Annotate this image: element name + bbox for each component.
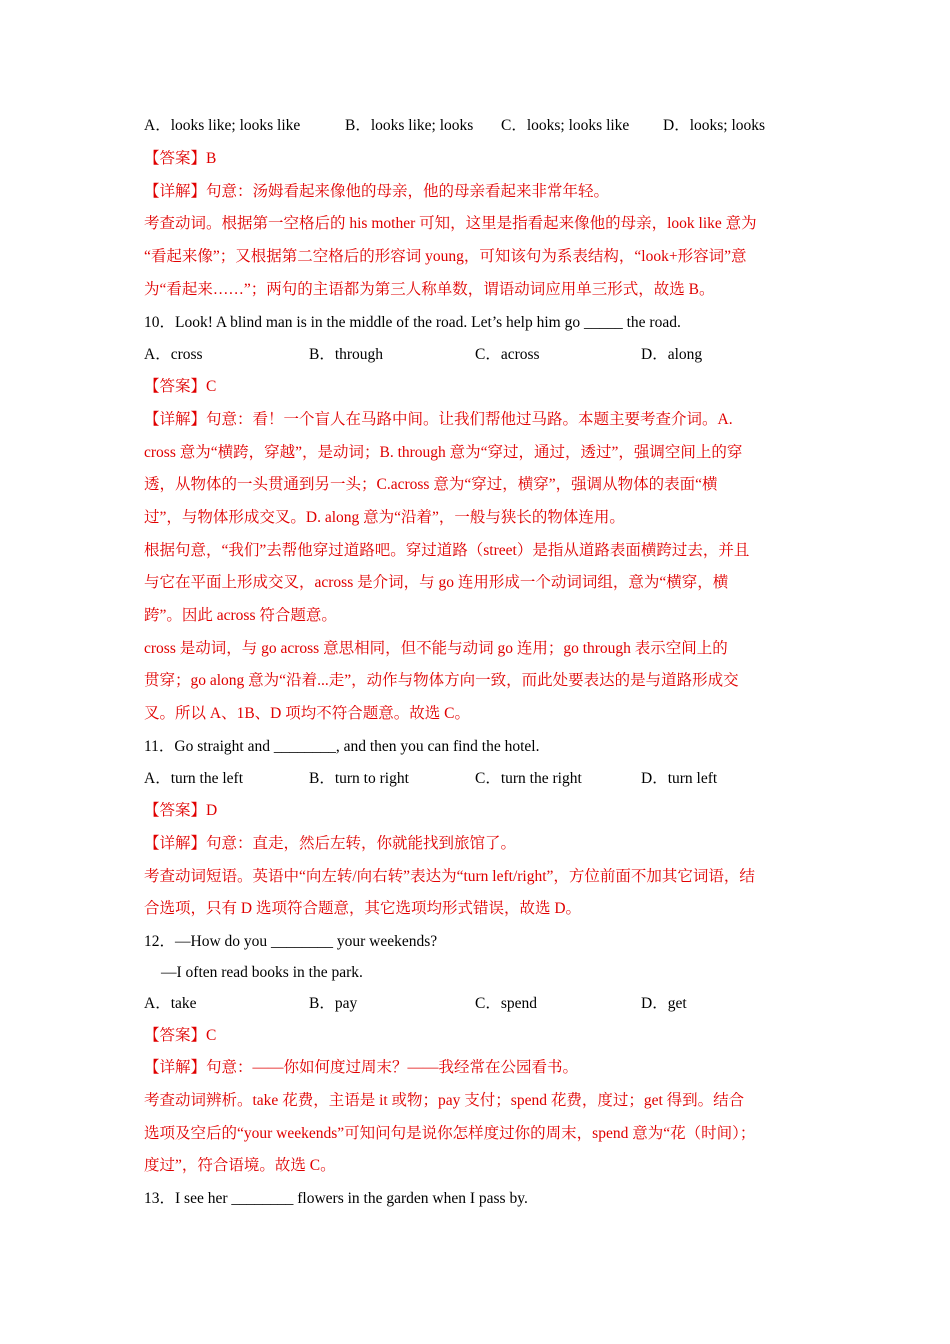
q10-option-d: D．along — [641, 346, 703, 363]
q10-explain-line: 与它在平面上形成交叉，across 是介词，与 go 连用形成一个动词词组，意为“横穿，横 — [144, 574, 729, 591]
q12-explain-line: 考查动词辨析。take 花费，主语是 it 或物；pay 支付；spend 花费，度过；get 得到。结合 — [144, 1092, 745, 1109]
q9-explain-line: 【详解】句意：汤姆看起来像他的母亲，他的母亲看起来非常年轻。 — [144, 183, 610, 200]
q12-option-b: B．pay — [309, 995, 358, 1012]
q9-option-b: B．looks like; looks — [345, 117, 474, 134]
q11-explain-line: 合选项，只有 D 选项符合题意，其它选项均形式错误，故选 D。 — [144, 900, 582, 917]
q9-explain-line: 为“看起来……”；两句的主语都为第三人称单数，谓语动词应用单三形式，故选 B。 — [144, 281, 715, 298]
q12-question: 12．—How do you ________ your weekends? — [144, 933, 438, 950]
q11-explain-line: 考查动词短语。英语中“向左转/向右转”表达为“turn left/right”，方位前面不加其它词语，结 — [144, 868, 755, 885]
q11-explain-line: 【详解】句意：直走，然后左转，你就能找到旅馆了。 — [144, 835, 517, 852]
q10-explain-line: 根据句意，“我们”去帮他穿过道路吧。穿过道路（street）是指从道路表面横跨过去，并且 — [144, 542, 750, 559]
q10-question: 10．Look! A blind man is in the middle of the road. Let’s help him go _____ the road. — [144, 314, 681, 331]
q10-explain-line: 透，从物体的一头贯通到另一头；C.across 意为“穿过，横穿”，强调从物体的表面“横 — [144, 476, 718, 493]
q10-explain-line: cross 意为“横跨，穿越”，是动词；B. through 意为“穿过，通过，透过”，强调空间上的穿 — [144, 444, 743, 461]
q10-explain-line: 跨”。因此 across 符合题意。 — [144, 607, 337, 624]
q9-option-c: C．looks; looks like — [501, 117, 630, 134]
q11-option-b: B．turn to right — [309, 770, 409, 787]
q10-option-c: C．across — [475, 346, 540, 363]
q9-option-a: A．looks like; looks like — [144, 117, 301, 134]
q12-explain-line: 选项及空后的“your weekends”可知问句是说你怎样度过你的周末，spend 意为“花（时间）； — [144, 1125, 756, 1142]
q10-option-b: B．through — [309, 346, 384, 363]
q10-option-a: A．cross — [144, 346, 203, 363]
q9-explain-line: 考查动词。根据第一空格后的 his mother 可知，这里是指看起来像他的母亲，look like 意为 — [144, 215, 757, 232]
q9-explain-line: “看起来像”；又根据第二空格后的形容词 young，可知该句为系表结构，“look+形容词”意 — [144, 248, 747, 265]
q10-explain-line: cross 是动词，与 go across 意思相同，但不能与动词 go 连用；go through 表示空间上的 — [144, 640, 728, 657]
q10-explain-line: 贯穿；go along 意为“沿着...走”，动作与物体方向一致，而此处要表达的是与道路形成交 — [144, 672, 739, 689]
q11-answer: 【答案】D — [144, 802, 218, 819]
q11-option-d: D．turn left — [641, 770, 718, 787]
q12-explain-line: 度过”，符合语境。故选 C。 — [144, 1157, 336, 1174]
q10-explain-line: 【详解】句意：看！一个盲人在马路中间。让我们帮他过马路。本题主要考查介词。A. — [144, 411, 733, 428]
q11-option-c: C．turn the right — [475, 770, 582, 787]
q12-answer: 【答案】C — [144, 1027, 217, 1044]
q12-reply: —I often read books in the park. — [161, 964, 363, 981]
q13-question: 13．I see her ________ flowers in the garden when I pass by. — [144, 1190, 528, 1207]
q12-option-c: C．spend — [475, 995, 538, 1012]
q10-explain-line: 过”，与物体形成交叉。D. along 意为“沿着”，一般与狭长的物体连用。 — [144, 509, 625, 526]
q10-answer: 【答案】C — [144, 378, 217, 395]
q12-explain-line: 【详解】句意：——你如何度过周末？——我经常在公园看书。 — [144, 1059, 579, 1076]
q9-answer: 【答案】B — [144, 150, 217, 167]
q11-option-a: A．turn the left — [144, 770, 244, 787]
q12-option-d: D．get — [641, 995, 687, 1012]
q10-explain-line: 叉。所以 A、1B、D 项均不符合题意。故选 C。 — [144, 705, 470, 722]
q11-question: 11．Go straight and ________, and then you can find the hotel. — [144, 738, 540, 755]
q9-option-d: D．looks; looks — [663, 117, 766, 134]
q12-option-a: A．take — [144, 995, 197, 1012]
